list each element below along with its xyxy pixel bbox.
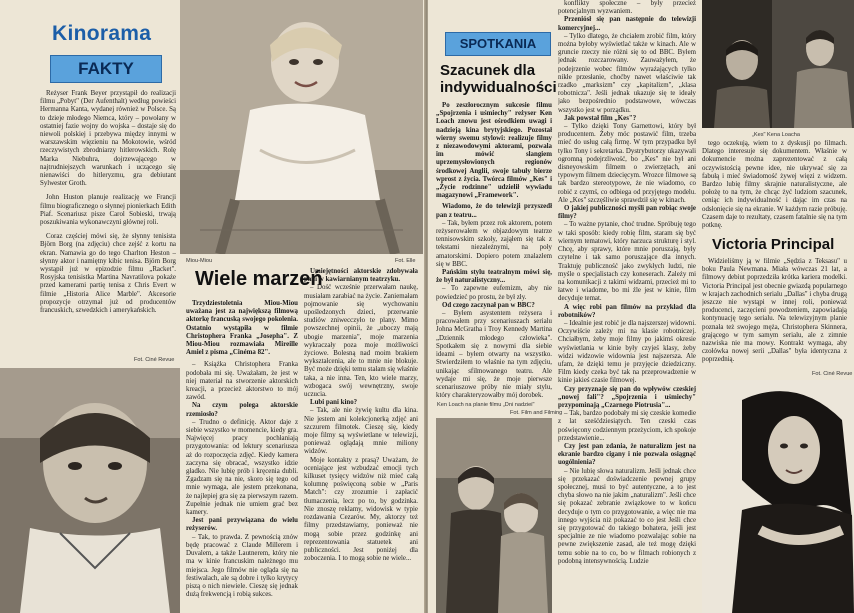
col5-paragraph-6: – Nie lubię słowa naturalizm. Jeśli jednak chce się przekazać doświadczenie pewnej grupy społecznej, musi to być autentyczne, a to jest chyba słowo na nie jakim „naturalizm". Jeśli chce się pokazać zebranie związkowe to w końcu decyduje o tym co przygotowanie, a więc nie ma innego wyjścia niż pokazać to co jest Jeśli chce się przygotować do takiego bohatera, jeśli jest specjalnie ze nie wiadomo pozwalając sobie na pewne zwiększenie zasad, ale też mogę dzięki temu sobie na to co, bo w filmach robionych z podobną intensywnością. Ludzie [558, 467, 696, 565]
kes-photo-caption: „Kes" Kena Loacha [752, 132, 801, 138]
wiele-lead: Trzydziestoletnia Miou-Miou uważana jest za największą filmową aktorkę francuską swojego pokolenia. Ostatnio wystąpiła w filmie Christophera Franka „Josepha". Z Miou-Miou rozmawiała Mireille Amiel z pisma „Cinéma 82". [186, 300, 298, 357]
victoria-paragraph: Widzieliśmy ją w filmie „Sędzia z Teksasu" u boku Paula Newmana. Miała wówczas 21 lat, a filmowy debiut poprzedziła krótka kariera modelki. Victoria Principal jest obecnie gwiazdą popularnego w krajach zachodnich serialu „Dallas" i chyba drugą jeszcze nie wystąpi w innej roli, ponieważ producenci, zaczęcieni powodzeniem, zapowiadają kontynuację tego serialu. Na telewizyjnym planie poznała też swojego męża, Christophera Skinnera, grającego w tym samym serialu, ale z zimnie nazwiska nie ma mowy. Kontrakt wymaga, aby czołówka nowej serii „Dallas" była identyczna z poprzednią. [702, 258, 847, 364]
wiele-question-2: Jest pani przywiązana do wielu reżyserów. [186, 517, 298, 533]
loach-photo-credit: Fot. Film and Filming [510, 410, 563, 416]
szacunek-column-1 [436, 102, 552, 398]
col6-paragraph-1: tego oczekują, wiem to z dyskusji po filmach. Dlatego interesuje się dokumentem. Właśnie w dokumencie można zaprezentować z całą oczywistością pewne idee, nie ukrywać się za fabułą i mieć świadomość żywej więzi z widzem. Bardzo lubię filmy skrajnie naturalistyczne, ale położę to na tym, że chcąc żyć ludziom szacunek, ceniąc ich indywidualność i dając im czas na odsłonięcie się na ekranie. W każdym razie próbuję. Czasem daje to rezultaty, czasem fatalnie się na tym potknę. [702, 140, 847, 230]
col5-question-3: O jakiej publiczności myśli pan robiąc swoje filmy? [558, 205, 696, 221]
col5-question-4: A więc robi pan filmów na przykład dla robotników? [558, 303, 696, 319]
col3-paragraph-2: – Tak, ale nie żywię kultu dla kina. Nie jestem ani kolekcjonerką zdjęć ani szczurem filmotek. Cieszę się, kiedy moje filmy są wyświetlane w telewizji, ponieważ oglądają mnie miliony widzów. [304, 407, 418, 456]
col5-paragraph-1: – Tylko dlatego, że chciałem zrobić film, który można byłoby wyświetlać także w kinach. Ale w gruncie rzeczy nie różni się to od BBC. Byłem jednak rozczarowany. Zauważyłem, że podejrzenie wobec filmów wyrażających tylko nikłe przesłanie, choćby nawet właściwie tak rzadko „marksizm" czy „kapitalizm", „klasa robotnicza". Jeśli jednak ukazuje się te ideały jako bezpośrednio podstawowe, wówczas wszystko jest w porządku. [558, 32, 696, 114]
col5-question-2: Jak powstał film „Kes"? [564, 114, 637, 122]
kes-column [702, 140, 847, 232]
wiele-marzen-column-2 [304, 268, 418, 610]
szacunek-paragraph-2: – To zapewne eufemizm, aby nie powiedzieć po prostu, że był zły. [436, 285, 552, 301]
loach-photo [436, 418, 552, 613]
fakty-paragraph-1: Reżyser Frank Beyer przystąpił do realizacji filmu „Pobyt" (Der Aufenthalt) według powieści Hermanna Kanta, wydanej również w Polsce. Są to dzieje młodego Niemca, który – powołany w ostatniej fazie wojny do wojska – dostaje się do niewoli polskiej i przebywa między innymi w warszawskim więzieniu na Mokotowie, wśród rzeczywistych zbrodniarzy hitlerowskich. Rolę Marka Niebuhra, dojrzewającego w najtrudniejszych warunkach i uczącego się nienawiści do hitleryzmu, gra debiutant Sylwester Groth. [40, 90, 176, 188]
col5-paragraph-0: konflikty społeczne – były przecież potencjalnym wyzwaniem. [558, 0, 696, 16]
borg-photo [0, 368, 180, 613]
col5-question-6: Czy jest pan zdania, że naturalizm jest na ekranie bardzo cigany i nie pozwala osiągnąć uogólnienia? [558, 442, 696, 467]
wiele-paragraph-1: – Książka Christophera Franka podobała mi się. Uważałam, że jest w niej materiał na stworzenie aktorskich kreacji, a przecież aktorstwo to mój zawód. [186, 361, 298, 402]
szacunek-column-2 [558, 0, 696, 613]
szacunek-paragraph-3: – Byłem asystentem reżysera i pracowałem przy scenariuszach serialu Johna McGratha i Troy Kennedy Martina „Dziennik młodego człowieka". Spotkałem się z nowymi dla siebie ideami – byłem otwarty na wszystko. Stwierdziłem to właśnie na tym zdjęciu, unikając sfilmowanego teatru. Ale wydaje mi się, że moje pierwsze scenariuszowe próby nie miały stylu, który charakteryzowałby mój dorobek. [436, 310, 552, 398]
victoria-principal-headline: Victoria Principal [712, 236, 835, 253]
loach-photo-caption: Ken Loach na planie filmu „Dni nadziei" [437, 402, 535, 408]
col5-paragraph-2: – Tylko dzięki Tony Garnettowi, który był producentem. Żeby móc postawić film, trzeba mieć do usług całą firmę. W tym przypadku był tylko Tony i sekretarka. Dystrybutorzy ukazywali ogromną podejrzliwość, bo „Kes" nie był ani disneyowskim filmem o zwierzętach, ani typowym filmem dziecięcym. Wrozce filmowe są tak bardzo stereotypowe, że nie wiadomo, co robić z czymś, co odbiega od przyjętego modelu. Ale „Kes" szczęśliwie sprawdził się w kinach. [558, 123, 696, 204]
col3-paragraph-3: Moje kontakty z prasą? Uważam, że oceniające jest wzbudzać emocji tych kilkuset tysięcy widzów niż mieć całą kolumnę poświęconą sobie w „Paris Match": czy zrozumie i zapłacić tłumaczenia, lecz po to, by godzinka. Nie znoszę reklamy, widowisk w typie rozdawania Cezarów. My, aktorzy też filmy przedstawiamy, ponieważ nie mogą sobie przez godzinkę ani reprezentowania statuetek ani publiczności. Jest poniżej dla zoboczenia. I to mogą sobie ne wiele... [304, 456, 418, 563]
col5-question-5: Czy przyznaje się pan do wpływów czeskiej „nowej fali"? „Spojrzenia i uśmiechy" przypominają „Czarnego Piotrusia"... [558, 385, 696, 409]
col5-paragraph-4: – Idealnie jest robić je dla najszerszej widowni. Oczywiście zależy mi na klasie robotniczej. Chciałbym, żeby moje filmy po jakimś okresie wyświetlania w kinie były czyjeś klasy, żeby widzi widzowie widownia jest najszersza. Ale ufam, że dzięki temu je przyjęcie dziedziczny. Film kiedy czeka być tak na przeprowadzenie w kinie jakieś czasie filmowej. [558, 319, 696, 385]
kes-photo [702, 0, 854, 128]
col5-paragraph-3: – To ważne pytanie, choć trudne. Spróbuję tego w taki sposób: kiedy robię film, staram się być wiernym tematowi, który narzuca strukturę i styl. Chcę, aby sprawy, które mnie poruszają, były czytelne i tak samo poruszające dla innych. Traktuję publiczność jako zwykłych ludzi, nie myśle o specjalistach czy koneserach. Zależy mi na komunikacji z takimi widzami, przecież mi to łatwe i wiadome, bo mi źle jest w kinie, film decyduje temat. [558, 221, 696, 303]
wiele-marzen-column-1 [186, 300, 298, 610]
szacunek-headline [440, 62, 557, 96]
col5-paragraph-5: – Tak, bardzo podobały mi się czeskie komedie z lat sześćdziesiątych. Ten czeski czas poświęcony codziennym przeżyciom, ich spokoje przedstawienie... [558, 410, 696, 442]
col3-paragraph-1: – Dość wcześnie przerwałam naukę, musiałam zarabiać na życie. Zaniemałam pojmowanie się wychowaniu upośledzonych dzieci, przerwanie studiów zniwecczyło te plany. Mimo powszechnej opinii, że „uboczy mają ubogie marzenia", moje marzenia wykraczały poza moje możliwości życiowe. Bolesną nad moim brakiem wykształcenia, ale to mnie nie blokuje. Być może dzięki temu stałam się właśnie taka, a nie inna. Ten, kto wiele marzy, wzbogaca swój wewnętrzny, swoje uczucia. [304, 284, 418, 399]
szacunek-question-3: Od czego zaczynał pan w BBC? [442, 301, 535, 309]
szacunek-headline-line-2: indywidualności [440, 79, 557, 96]
wiele-paragraph-3: – Tak, to prawda. Z pewnością znów będę pracować z Claude Millerem i Duvalem, a także Lautnerem, który nie ma w kinie francuskim należnego mu miejsca. Jego filmów nie ogląda się na festiwalach, ale są dobre i tylko krytycy piszą o nich niewiele. Cieszę się jednak dużą frekwencją i robią sukces. [186, 533, 298, 599]
col3-question-1: Lubi pani kino? [310, 399, 358, 407]
fakty-paragraph-2: John Huston planuje realizację we Francji filmu biograficznego o słynnej pionierkach Edith Piaf. Scenariusz pisze Carol Sobieski, trwają poszukiwania wykonawczyni głównej roli. [40, 194, 176, 227]
wiele-paragraph-2: – Trudno o definicję. Aktor daje z siebie wszystko w momencie, kiedy gra. Najwięcej pracy pochłaniają przygotowania: od lektury scenariusza aż do rozpoczęcia zdjęć. Kiedy kamera zaczyna się obracać, wszystko idzie gładko. Nie lubię prób i kręcenia dubli. Zgadzam się na nie, skoro się tego od mnie wymaga, ale jestem przekonana, że najlepiej gra się za pierwszym razem. Zupełnie jednak nie umiem grać bez kamery. [186, 418, 298, 517]
victoria-photo-credit: Fot. Ciné Revue [812, 371, 853, 377]
col5-question-1: Przeniósł się pan następnie do telewizji komercyjnej... [558, 16, 696, 32]
col3-photo-credit: Fot. Elle [395, 258, 416, 264]
victoria-photo [702, 380, 854, 613]
szacunek-headline-line-1: Szacunek dla [440, 62, 536, 79]
fakty-column [40, 90, 176, 355]
szacunek-question-2: Pańskim stylu teatralnym mówi się, że był naturalistyczny... [436, 269, 552, 285]
wiele-question-1: Na czym polega aktorskie rzemiosło? [186, 402, 298, 418]
fakty-label: FAKTY [50, 55, 162, 83]
spotkania-label: SPOTKANIA [445, 32, 551, 56]
left-page [0, 0, 425, 613]
szacunek-lead: Po zeszłorocznym sukcesie filmu „Spojrzenia i uśmiechy" reżyser Ken Loach znowu jest ośrodkiem uwagi i nadzieją kina brytyjskiego. Pozostał wierny swemu stylowi: realizuje filmy z niezawodowymi aktorami, pozwala im mówić slangiem uprzemysłowionych regionów środkowej Anglii, swoje tabuły bierze wprost z życia. Twórca filmów „Kes" i „Życie rodzinne" udzielił wywiadu magazynowi „Framework". [436, 102, 552, 200]
szacunek-question-1: Wiadomo, że do telewizji przyszedł pan z teatru... [436, 203, 552, 219]
miou-miou-photo [180, 0, 423, 254]
victoria-column [702, 258, 847, 368]
miou-miou-caption: Miou-Miou [186, 258, 213, 264]
fakty-photo-credit: Fot. Ciné Revue [134, 357, 175, 363]
wiele-marzen-headline: Wiele marzeń [195, 268, 323, 290]
szacunek-paragraph-1: – Tak, byłem przez rok aktorem, potem reżyserowałem w objazdowym teatrze tennisowskim szkoły, zająłem się tak z tekstami niezależnymi, na poły amatorskimi. Dopiero potem znalazłem się w BBC. [436, 219, 552, 268]
col3-question-0: Umiejętności aktorskie zdobywała pani w kawiarnianym teatrzyku. [304, 268, 418, 284]
kinorama-title: Kinorama [52, 22, 152, 45]
fakty-paragraph-3: Coraz częściej mówi się, że słynny tenisista Björn Borg (na zdjęciu) chce zejść z kortu na ekran. Namawia go do tego Charlton Heston – słynny aktor i namiętny kibic tenisa. Björn Borg wystąpił już w epizodzie filmu „Racket". Rosyjska tenisistka Martina Navratilova pokaże przed kamerami partię tenisa z Chris Evert w filmie „Historia Alice Marble". Akcesorie propozycje otrzymał już od producentów francuskich, szwedzkich i amerykańskich. [40, 233, 176, 315]
